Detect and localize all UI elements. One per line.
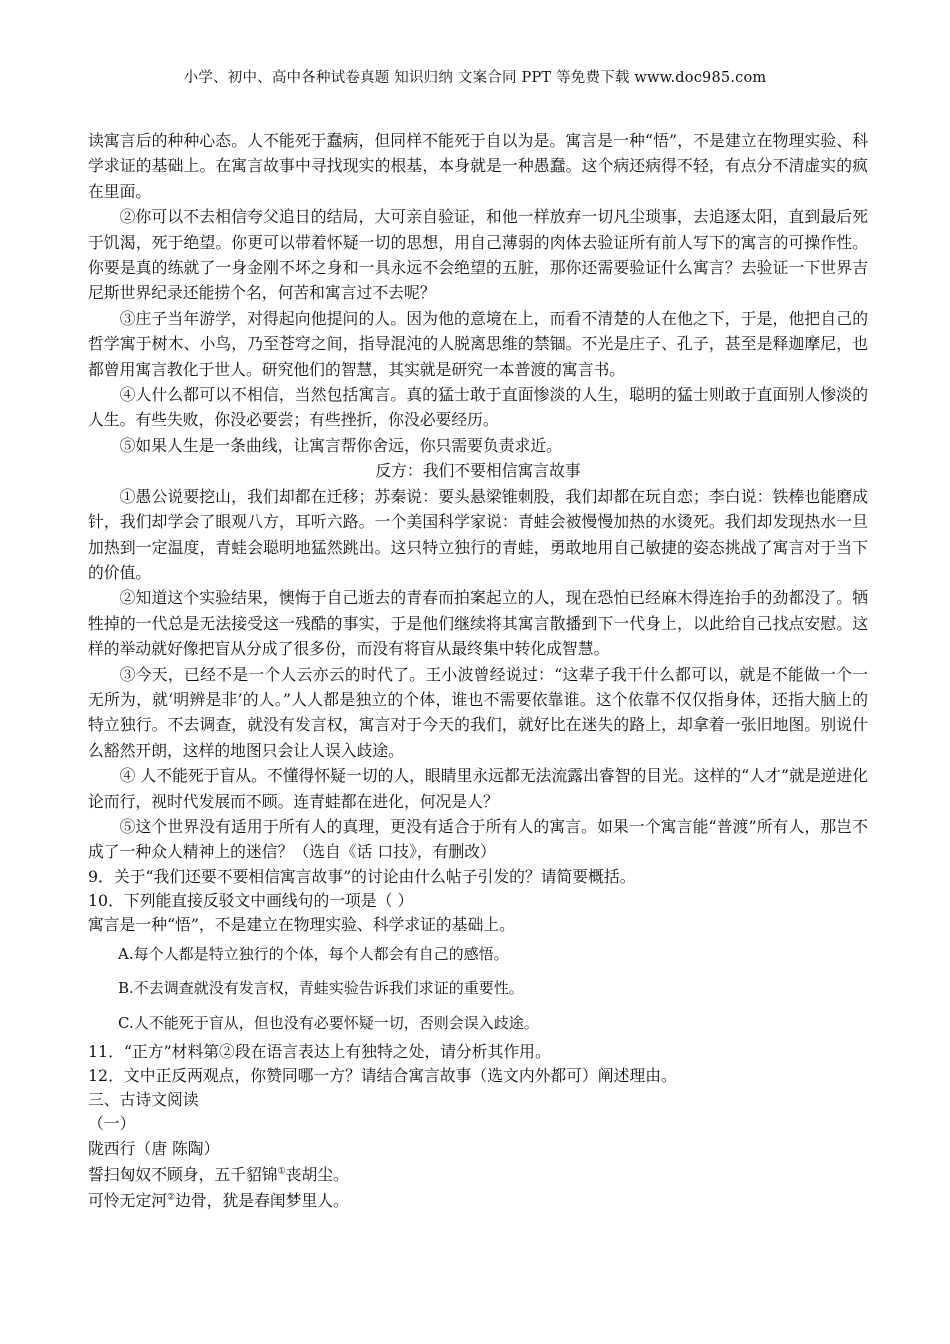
poem-line-1-text-a: 誓扫匈奴不顾身，五千貂锦: [88, 1165, 278, 1185]
con-paragraph-5: ⑤这个世界没有适用于所有人的真理，更没有适合于所有人的寓言。如果一个寓言能“普渡”所有人，那岂不成了一种众人精神上的迷信？（选自《话 口技》，有删改）: [88, 816, 868, 862]
pro-paragraph-continued: 读寓言后的种种心态。人不能死于蠢病，但同样不能死于自以为是。寓言是一种“悟”，不是建立在物理实验、科学求证的基础上。在寓言故事中寻找现实的根基，本身就是一种愚蠢。这个病还病得不轻，有点分不清虚实的疯在里面。: [88, 131, 868, 201]
poem-line-2: [88, 1188, 868, 1214]
section-3-heading: 三、古诗文阅读: [88, 1090, 199, 1110]
document-body: [88, 128, 868, 1214]
pro-paragraph-4: ④人什么都可以不相信，当然包括寓言。真的猛士敢于直面惨淡的人生，聪明的猛士则敢于直面别人惨淡的人生。有些失败，你没必要尝；有些挫折，你没必要经历。: [88, 385, 868, 430]
question-10: 10．下列能直接反驳文中画线句的一项是（ ）: [88, 890, 414, 910]
footnote-marker-1: ①: [277, 1167, 286, 1178]
question-9: 9．关于“我们还要不要相信寓言故事”的讨论由什么帖子引发的？请简要概括。: [88, 866, 636, 886]
con-paragraph-1: ①愚公说要挖山，我们却都在迁移；苏秦说：要头悬梁锥刺股，我们却都在玩自恋；李白说：铁棒也能磨成针，我们却学会了眼观八方，耳听六路。一个美国科学家说：青蛙会被慢慢加热的水烫死。我们却发现热水一旦加热到一定温度，青蛙会聪明地猛然跳出。这只特立独行的青蛙，勇敢地用自己敏捷的姿态挑战了寓言对于当下的价值。: [88, 486, 868, 582]
option-c: C.人不能死于盲从，但也没有必要怀疑一切，否则会误入歧途。: [118, 1013, 539, 1032]
question-10-quote: 寓言是一种“悟”，不是建立在物理实验、科学求证的基础上。: [88, 914, 515, 934]
poem-line-2-text-a: 可怜无定河: [88, 1191, 167, 1211]
option-a: A.每个人都是特立独行的个体，每个人都会有自己的感悟。: [118, 944, 509, 963]
option-b: B.不去调查就没有发言权，青蛙实验告诉我们求证的重要性。: [118, 979, 524, 998]
question-12: 12．文中正反两观点，你赞同哪一方？请结合寓言故事（选文内外都可）阐述理由。: [88, 1066, 677, 1086]
con-paragraph-3: ③今天，已经不是一个人云亦云的时代了。王小波曾经说过：“这辈子我干什么都可以，就是不能做一个一无所为，就‘明辨是非’的人。”人人都是独立的个体，谁也不需要依靠谁。这个依靠不仅仅指身体，还指大脑上的特立独行。不去调查，就没有发言权，寓言对于今天的我们，就好比在迷失的路上，却拿着一张旧地图。别说什么豁然开朗，这样的地图只会让人误入歧途。: [88, 664, 868, 760]
con-paragraph-4: ④ 人不能死于盲从。不懂得怀疑一切的人，眼睛里永远都无法流露出睿智的目光。这样的“人才”就是逆进化论而行，视时代发展而不顾。连青蛙都在进化，何况是人？: [88, 766, 868, 811]
poem-line-1: [88, 1162, 868, 1188]
page-header: 小学、初中、高中各种试卷真题 知识归纳 文案合同 PPT 等免费下载 www.doc985.com: [183, 70, 767, 86]
footnote-marker-2: ②: [167, 1193, 176, 1204]
poem-line-2-text-b: 边骨，犹是春闺梦里人。: [175, 1191, 349, 1211]
poem-title: 陇西行（唐 陈陶）: [88, 1139, 220, 1159]
pro-paragraph-2: ②你可以不去相信夸父追日的结局，大可亲自验证，和他一样放弃一切凡尘琐事，去追逐太阳，直到最后死于饥渴，死于绝望。你更可以带着怀疑一切的思想，用自己薄弱的肉体去验证所有前人写下的寓言的可操作性。你要是真的练就了一身金刚不坏之身和一具永远不会绝望的五脏，那你还需要验证什么寓言？去验证一下世界吉尼斯世界纪录还能捞个名，何苦和寓言过不去呢？: [88, 207, 868, 303]
con-paragraph-2: ②知道这个实验结果，懊悔于自己逝去的青春而拍案起立的人，现在恐怕已经麻木得连抬手的劲都没了。牺牲掉的一代总是无法接受这一残酷的事实，于是他们继续将其寓言散播到下一代身上，以此给自己找点安慰。这样的举动就好像把盲从分成了很多份，而没有将盲从最终集中转化成智慧。: [88, 588, 868, 659]
pro-paragraph-5: ⑤如果人生是一条曲线，让寓言帮你舍远，你只需要负责求近。: [119, 435, 562, 455]
pro-paragraph-3: ③庄子当年游学，对得起向他提问的人。因为他的意境在上，而看不清楚的人在他之下，于是，他把自己的哲学寓于树木、小鸟，乃至苍穹之间，指导混沌的人脱离思维的禁锢。不光是庄子、孔子，甚至是释迦摩尼，也都曾用寓言教化于世人。研究他们的智慧，其实就是研究一本普渡的寓言书。: [88, 308, 868, 379]
subsection-1-label: （一）: [88, 1114, 136, 1134]
question-11: 11．“正方”材料第②段在语言表达上有独特之处，请分析其作用。: [88, 1042, 551, 1062]
poem-line-1-text-b: 丧胡尘。: [285, 1165, 349, 1185]
con-section-title: 反方：我们不要相信寓言故事: [375, 461, 581, 481]
